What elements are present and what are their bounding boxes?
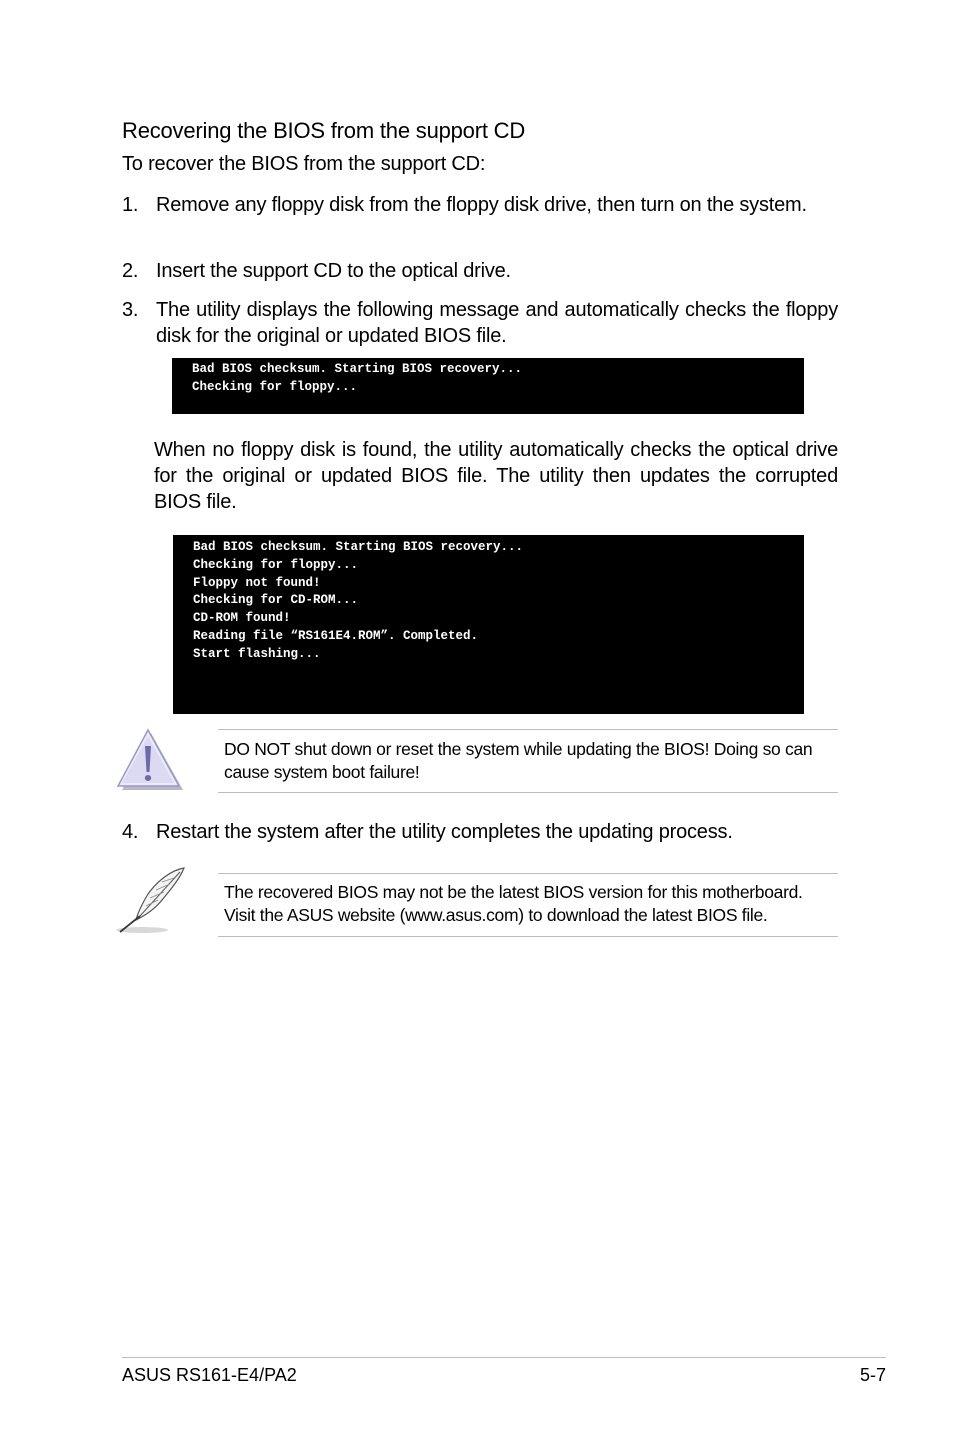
- step-number: 1.: [122, 194, 139, 216]
- intro-text: To recover the BIOS from the support CD:: [122, 153, 486, 175]
- warning-text: DO NOT shut down or reset the system while updating the BIOS! Doing so can cause system boot failure!: [224, 739, 813, 782]
- divider: [218, 792, 838, 793]
- step-text: Insert the support CD to the optical drive.: [156, 260, 511, 282]
- step-number: 3.: [122, 299, 139, 321]
- console-line: Bad BIOS checksum. Starting BIOS recovery...: [192, 362, 523, 376]
- console-line: CD-ROM found!: [193, 611, 291, 626]
- footer-model: ASUS RS161-E4/PA2: [122, 1365, 297, 1385]
- footer-divider: [122, 1357, 886, 1358]
- feather-pen-icon: [114, 864, 190, 936]
- console-output-cdrom: [173, 535, 804, 714]
- no-floppy-paragraph: When no floppy disk is found, the utility automatically checks the optical drive for the original or updated BIOS file. The utility then updates the corrupted BIOS file.: [154, 439, 838, 513]
- step-text: The utility displays the following message and automatically checks the floppy disk for the original or updated BIOS file.: [156, 299, 838, 347]
- step-2: [122, 258, 838, 284]
- warning-icon: [116, 728, 184, 792]
- step-text: Restart the system after the utility completes the updating process.: [156, 821, 733, 843]
- divider: [218, 729, 838, 730]
- step-number: 2.: [122, 260, 139, 282]
- step-1: [122, 192, 838, 218]
- console-line: Start flashing...: [193, 646, 321, 661]
- step-number: 4.: [122, 821, 139, 843]
- step-4: [122, 819, 838, 845]
- section-title: Recovering the BIOS from the support CD: [122, 118, 526, 143]
- console-output-floppy: [172, 358, 804, 414]
- console-line: Floppy not found!: [193, 575, 321, 590]
- step-3: [122, 297, 838, 349]
- console-line: Reading file “RS161E4.ROM”. Completed.: [193, 628, 479, 643]
- console-line: Checking for floppy...: [192, 379, 358, 394]
- info-text: The recovered BIOS may not be the latest BIOS version for this motherboard. Visit the ASUS website (www.asus.com) to download the latest BIOS file.: [224, 882, 803, 925]
- console-line: Checking for floppy...: [193, 557, 359, 572]
- divider: [218, 936, 838, 937]
- console-line: Bad BIOS checksum. Starting BIOS recovery...: [193, 540, 524, 554]
- console-line: Checking for CD-ROM...: [193, 593, 359, 608]
- step-text: Remove any floppy disk from the floppy disk drive, then turn on the system.: [156, 194, 807, 216]
- divider: [218, 873, 838, 874]
- page-number: 5-7: [859, 1365, 886, 1385]
